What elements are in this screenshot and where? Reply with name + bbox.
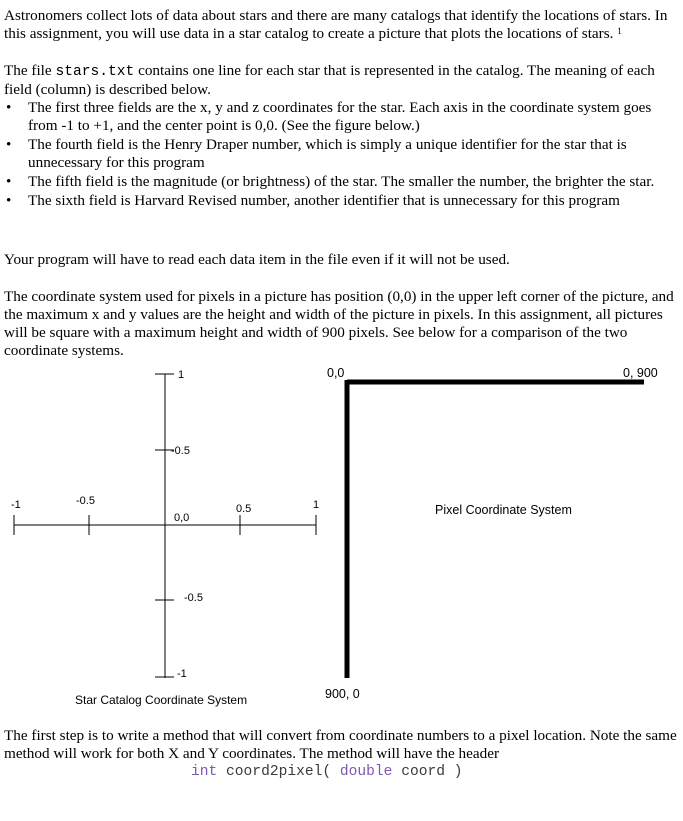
file-desc-suffix: contains one line for each star that is represented in the catalog. The meaning of each field (column) is described below. (4, 62, 655, 98)
intro-text: Astronomers collect lots of data about stars and there are many catalogs that identify the locations of stars. In this assignment, you will use data in a star catalog to create a picture that plots the locations of stars. (4, 7, 668, 42)
y-label-top: 1 (178, 369, 185, 381)
field-text: The sixth field is Harvard Revised number, another identifier that is unnecessary for this program (28, 192, 620, 209)
y-label-half: -0.5 (171, 445, 190, 457)
x-label-half: 0.5 (236, 503, 252, 515)
first-step-paragraph: The first step is to write a method that will convert from coordinate numbers to a pixel location. Note the same method will work for both X and Y coordinates. The method will have the header (4, 727, 677, 762)
pixel-bottom-left-label: 900, 0 (325, 687, 360, 701)
x-label-right: 1 (313, 499, 320, 511)
y-label-neg-half: -0.5 (184, 592, 203, 604)
intro-paragraph (4, 7, 678, 43)
filename: stars.txt (55, 64, 135, 80)
star-catalog-caption: Star Catalog Coordinate System (75, 693, 248, 707)
field-text: The fifth field is the magnitude (or brightness) of the star. The smaller the number, the brighter the star. (28, 173, 655, 190)
pixel-coordinate-caption: Pixel Coordinate System (435, 503, 572, 517)
file-description (4, 62, 678, 99)
pixel-top-left-label: 0,0 (327, 366, 345, 380)
list-item (4, 173, 678, 191)
bullet-icon: • (6, 192, 12, 209)
origin-label: 0,0 (174, 512, 190, 524)
x-label-neg-half: -0.5 (76, 495, 95, 507)
method-header-code (191, 763, 463, 781)
list-item (4, 99, 678, 135)
file-desc-prefix: The file (4, 62, 56, 79)
x-label-left: -1 (11, 499, 21, 511)
method-name: coord2pixel( (217, 764, 340, 780)
list-item (4, 192, 678, 210)
param-name: coord ) (392, 764, 463, 780)
coordinate-figure (0, 362, 683, 714)
star-catalog-axes (14, 374, 316, 678)
pixel-top-right-label: 0, 900 (623, 366, 658, 380)
bullet-icon: • (6, 173, 12, 190)
list-item (4, 136, 678, 172)
pixel-description: The coordinate system used for pixels in a picture has position (0,0) in the upper left corner of the picture, and the maximum x and y values are the height and width of the picture in pixels. In this assignment, all pictures will be square with a maximum height and width of 900 pixels. See below for a comparison of the two coordinate systems. (4, 288, 674, 359)
pixel-axes (347, 380, 644, 678)
param-type: double (339, 764, 393, 780)
return-type: int (191, 764, 218, 780)
field-text: The first three fields are the x, y and z coordinates for the star. Each axis in the coordinate system goes from -1 to +1, and the center point is 0,0. (See the figure below.) (28, 99, 652, 134)
footnote-marker: 1 (617, 26, 622, 36)
read-note: Your program will have to read each data item in the file even if it will not be used. (4, 251, 510, 268)
field-list (4, 99, 678, 211)
bullet-icon: • (6, 99, 12, 116)
pixel-labels (325, 366, 658, 701)
y-label-bottom: -1 (177, 668, 187, 680)
bullet-icon: • (6, 136, 12, 153)
field-text: The fourth field is the Henry Draper number, which is simply a unique identifier for the star that is unnecessary for this program (28, 136, 627, 171)
